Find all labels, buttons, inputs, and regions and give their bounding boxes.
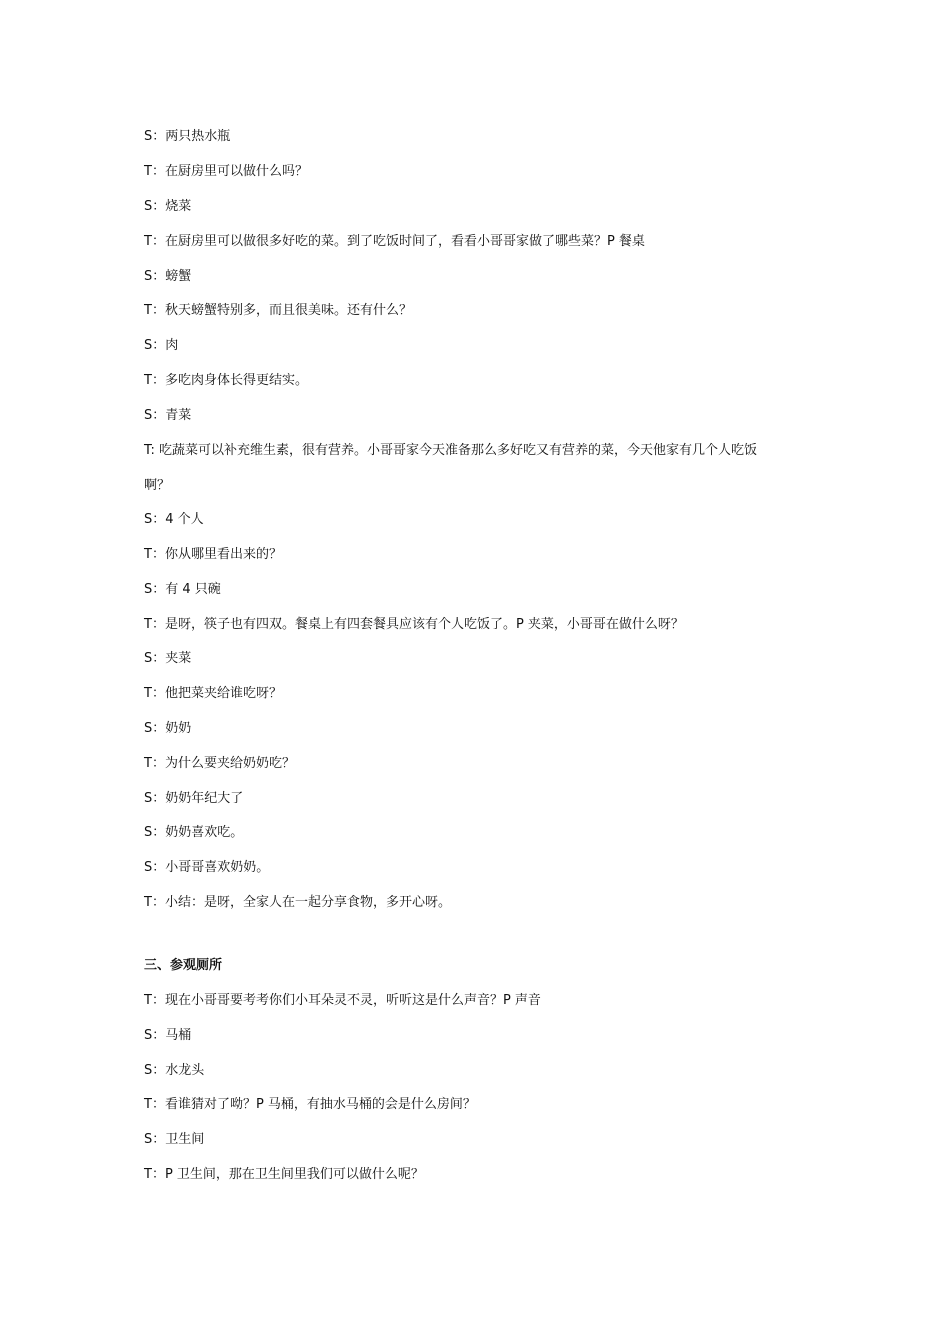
dialogue-line: 啊？ — [144, 478, 171, 493]
dialogue-line: S：两只热水瓶 — [144, 129, 231, 144]
dialogue-line: T：为什么要夹给奶奶吃？ — [144, 756, 295, 771]
dialogue-line: S：夹菜 — [144, 651, 192, 666]
dialogue-line: S：有 4 只碗 — [144, 582, 221, 597]
dialogue-line: S：奶奶喜欢吃。 — [144, 825, 244, 840]
dialogue-line: S：螃蟹 — [144, 269, 192, 284]
dialogue-line: S：青菜 — [144, 408, 192, 423]
dialogue-line: T：小结：是呀，全家人在一起分享食物，多开心呀。 — [144, 895, 451, 910]
dialogue-line: T：现在小哥哥要考考你们小耳朵灵不灵，听听这是什么声音？P 声音 — [144, 993, 541, 1008]
section-heading: 三、参观厕所 — [144, 958, 223, 973]
dialogue-line: S：肉 — [144, 338, 179, 353]
dialogue-line: S：烧菜 — [144, 199, 192, 214]
dialogue-line: S：4 个人 — [144, 512, 204, 527]
dialogue-line: T：P 卫生间，那在卫生间里我们可以做什么呢？ — [144, 1167, 424, 1182]
dialogue-line: S：卫生间 — [144, 1132, 205, 1147]
dialogue-line: S：水龙头 — [144, 1063, 205, 1078]
dialogue-line: T：在厨房里可以做很多好吃的菜。到了吃饭时间了，看看小哥哥家做了哪些菜？P 餐桌 — [144, 234, 645, 249]
dialogue-line: S：奶奶年纪大了 — [144, 791, 244, 806]
dialogue-line: T：秋天螃蟹特别多，而且很美味。还有什么？ — [144, 303, 412, 318]
dialogue-line: T：多吃肉身体长得更结实。 — [144, 373, 308, 388]
dialogue-line: T: 吃蔬菜可以补充维生素，很有营养。小哥哥家今天准备那么多好吃又有营养的菜，今天他家有几个人吃饭 — [144, 443, 758, 458]
dialogue-line: T：你从哪里看出来的？ — [144, 547, 282, 562]
dialogue-line: T：看谁猜对了呦？P 马桶，有抽水马桶的会是什么房间？ — [144, 1097, 476, 1112]
dialogue-line: T：是呀，筷子也有四双。餐桌上有四套餐具应该有个人吃饭了。P 夹菜，小哥哥在做什么呀？ — [144, 617, 684, 632]
dialogue-line: T：在厨房里可以做什么吗？ — [144, 164, 308, 179]
dialogue-line: T：他把菜夹给谁吃呀？ — [144, 686, 282, 701]
dialogue-line: S：小哥哥喜欢奶奶。 — [144, 860, 270, 875]
dialogue-line: S：马桶 — [144, 1028, 192, 1043]
dialogue-line: S：奶奶 — [144, 721, 192, 736]
